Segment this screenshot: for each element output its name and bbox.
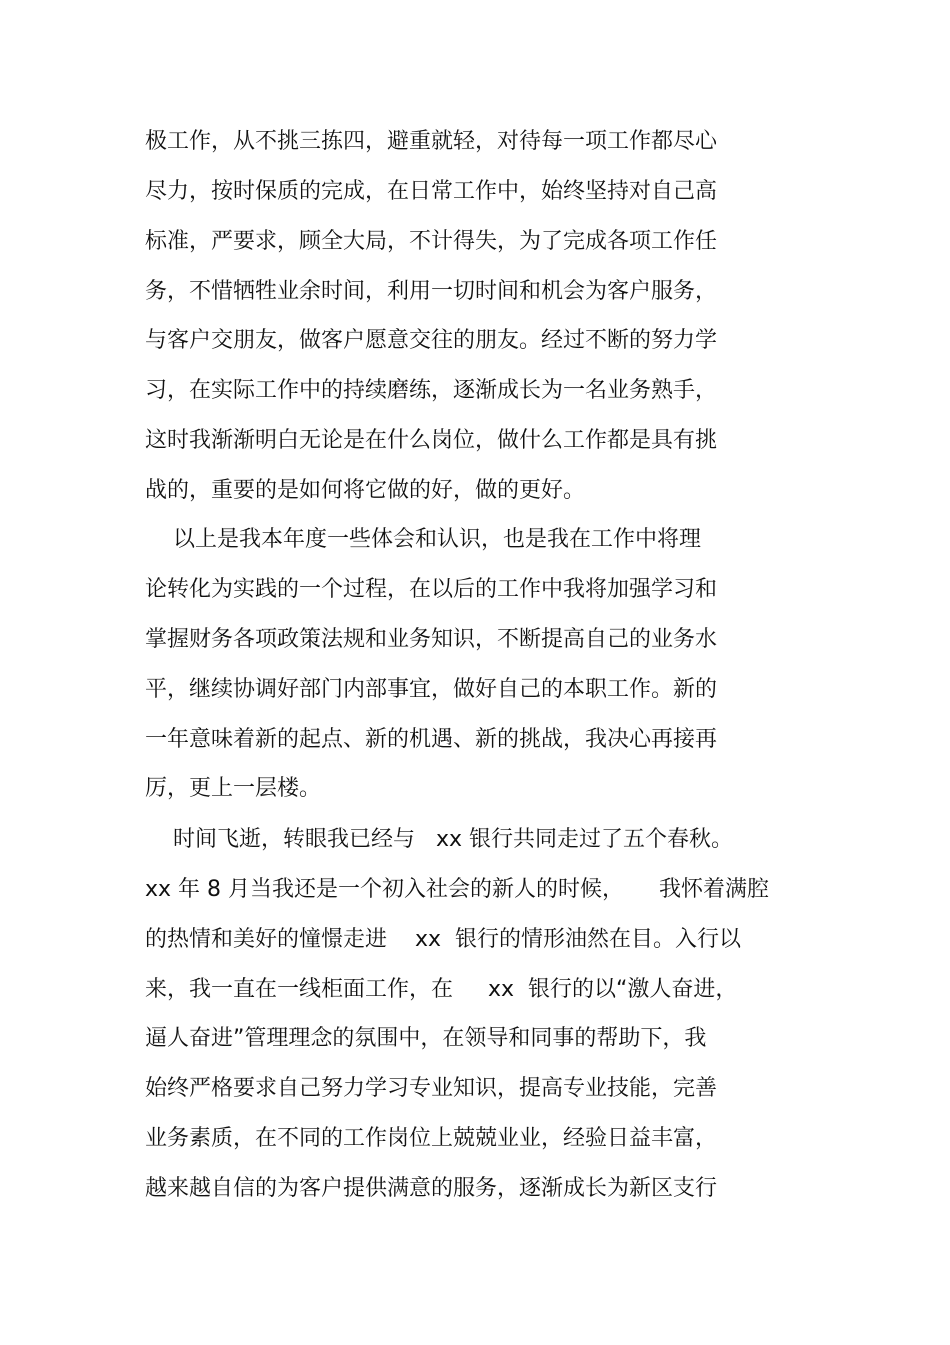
text-line: 务，不惜牺牲业余时间，利用一切时间和机会为客户服务， [145, 279, 718, 304]
text-line: xx 年 8 月当我还是一个初入社会的新人的时候， 我怀着满腔 [145, 877, 769, 902]
text-line: 一年意味着新的起点、新的机遇、新的挑战，我决心再接再 [145, 727, 718, 752]
text-line: 厉，更上一层楼。 [145, 776, 322, 801]
text-line: 始终严格要求自己努力学习专业知识，提高专业技能，完善 [145, 1076, 718, 1101]
text-line: 论转化为实践的一个过程，在以后的工作中我将加强学习和 [145, 577, 718, 602]
text-line: 的热情和美好的憧憬走进 xx 银行的情形油然在目。入行以 [145, 927, 741, 952]
text-line: 战的，重要的是如何将它做的好，做的更好。 [145, 478, 586, 503]
text-line: 这时我渐渐明白无论是在什么岗位，做什么工作都是具有挑 [145, 428, 718, 453]
text-line: 平，继续协调好部门内部事宜，做好自己的本职工作。新的 [145, 677, 718, 702]
text-line: 逼人奋进”管理理念的氛围中，在领导和同事的帮助下，我 [145, 1026, 707, 1051]
paragraph-start-line: 以上是我本年度一些体会和认识，也是我在工作中将理 [145, 527, 701, 552]
text-line: 极工作，从不挑三拣四，避重就轻，对待每一项工作都尽心 [145, 129, 718, 154]
text-line: 尽力，按时保质的完成，在日常工作中，始终坚持对自己高 [145, 179, 718, 204]
text-line: 标准，严要求，顾全大局，不计得失，为了完成各项工作任 [145, 229, 718, 254]
text-line: 来，我一直在一线柜面工作，在 xx 银行的以“激人奋进， [145, 977, 738, 1002]
text-line: 越来越自信的为客户提供满意的服务，逐渐成长为新区支行 [145, 1176, 718, 1201]
paragraph-start-line: 时间飞逝，转眼我已经与 xx 银行共同走过了五个春秋。 [145, 827, 733, 852]
text-line: 掌握财务各项政策法规和业务知识，不断提高自己的业务水 [145, 627, 718, 652]
text-line: 与客户交朋友，做客户愿意交往的朋友。经过不断的努力学 [145, 328, 718, 353]
text-line: 习，在实际工作中的持续磨练，逐渐成长为一名业务熟手， [145, 378, 718, 403]
text-line: 业务素质，在不同的工作岗位上兢兢业业，经验日益丰富， [145, 1126, 718, 1151]
